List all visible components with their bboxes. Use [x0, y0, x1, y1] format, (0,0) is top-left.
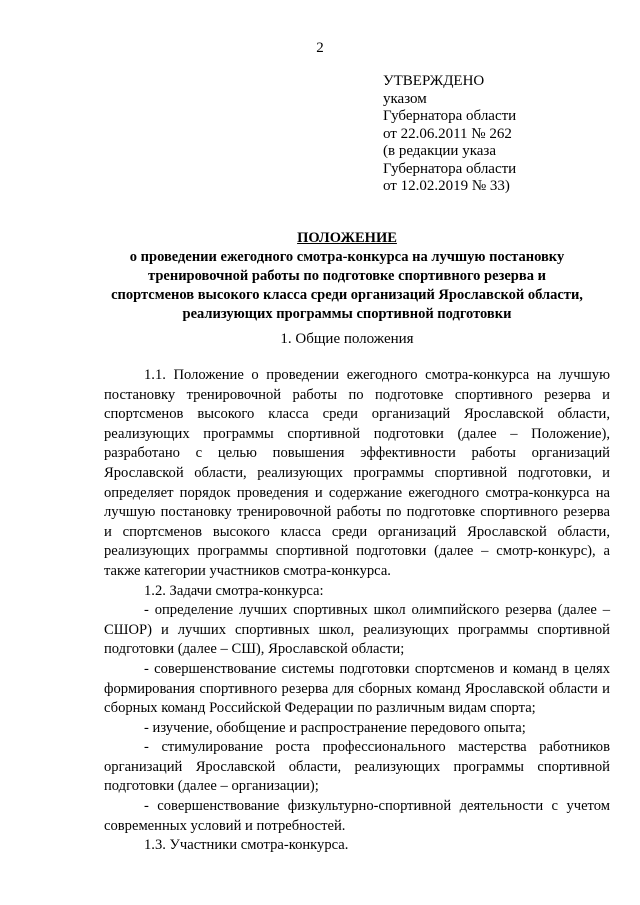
- paragraph: - совершенствование системы подготовки спортсменов и команд в целях формирования спортивного резерва для сборных команд Ярославской области и сборных команд Российской Федерации по различным видам спорта;: [104, 660, 610, 717]
- title-line: реализующих программы спортивной подготовки: [182, 306, 512, 322]
- title-line: о проведении ежегодного смотра-конкурса на лучшую постановку: [129, 249, 565, 265]
- title-main-text: ПОЛОЖЕНИЕ: [297, 230, 397, 246]
- approval-line: от 12.02.2019 № 33): [383, 178, 510, 194]
- approval-stamp: [383, 73, 623, 196]
- approval-line: Губернатора области: [383, 160, 517, 177]
- document-title: [82, 229, 612, 324]
- approval-line: Губернатора области: [383, 108, 517, 124]
- paragraph: 1.3. Участники смотра-конкурса.: [144, 837, 349, 854]
- approval-line: (в редакции указа: [383, 143, 496, 159]
- approval-line: УТВЕРЖДЕНО: [383, 73, 485, 89]
- paragraph: 1.2. Задачи смотра-конкурса:: [144, 582, 324, 599]
- title-line: спортсменов высокого класса среди организаций Ярославской области,: [111, 287, 583, 303]
- paragraph: - стимулирование роста профессионального мастерства работников организаций Ярославской области, реализующих программы спортивной подготовки (далее – организации);: [104, 739, 610, 795]
- paragraph: - изучение, обобщение и распространение передового опыта;: [144, 719, 526, 736]
- approval-line: от 22.06.2011 № 262: [383, 125, 512, 142]
- page-number: 2: [316, 40, 324, 56]
- body-text: [104, 366, 610, 856]
- paragraph: - определение лучших спортивных школ олимпийского резерва (далее – СШОР) и лучших спортивных школ, реализующих программы спортивной подготовки (далее – СШ), Ярославской области;: [104, 602, 610, 658]
- title-line: тренировочной работы по подготовке спортивного резерва и: [148, 268, 546, 284]
- approval-line: указом: [383, 90, 427, 107]
- paragraph: - совершенствование физкультурно-спортивной деятельности с учетом современных условий и потребностей.: [104, 798, 610, 834]
- paragraph: 1.1. Положение о проведении ежегодного смотра-конкурса на лучшую постановку тренировочной работы по подготовке спортивного резерва и спортсменов высокого класса среди организаций Ярославской области, реализующих программы спортивной подготовки (далее – Положение), разработано с целью повышения эффективности работы организаций Ярославской области, реализующих программы спортивной подготовки, и определяет порядок проведения и содержание ежегодного смотра-конкурса на лучшую постановку тренировочной работы по подготовке спортивного резерва и спортсменов высокого класса среди организаций Ярославской области, реализующих программы спортивной подготовки (далее – смотр-конкурс), а также категории участников смотра-конкурса.: [104, 367, 610, 579]
- section-heading: 1. Общие положения: [280, 331, 414, 347]
- title-main: [82, 229, 612, 248]
